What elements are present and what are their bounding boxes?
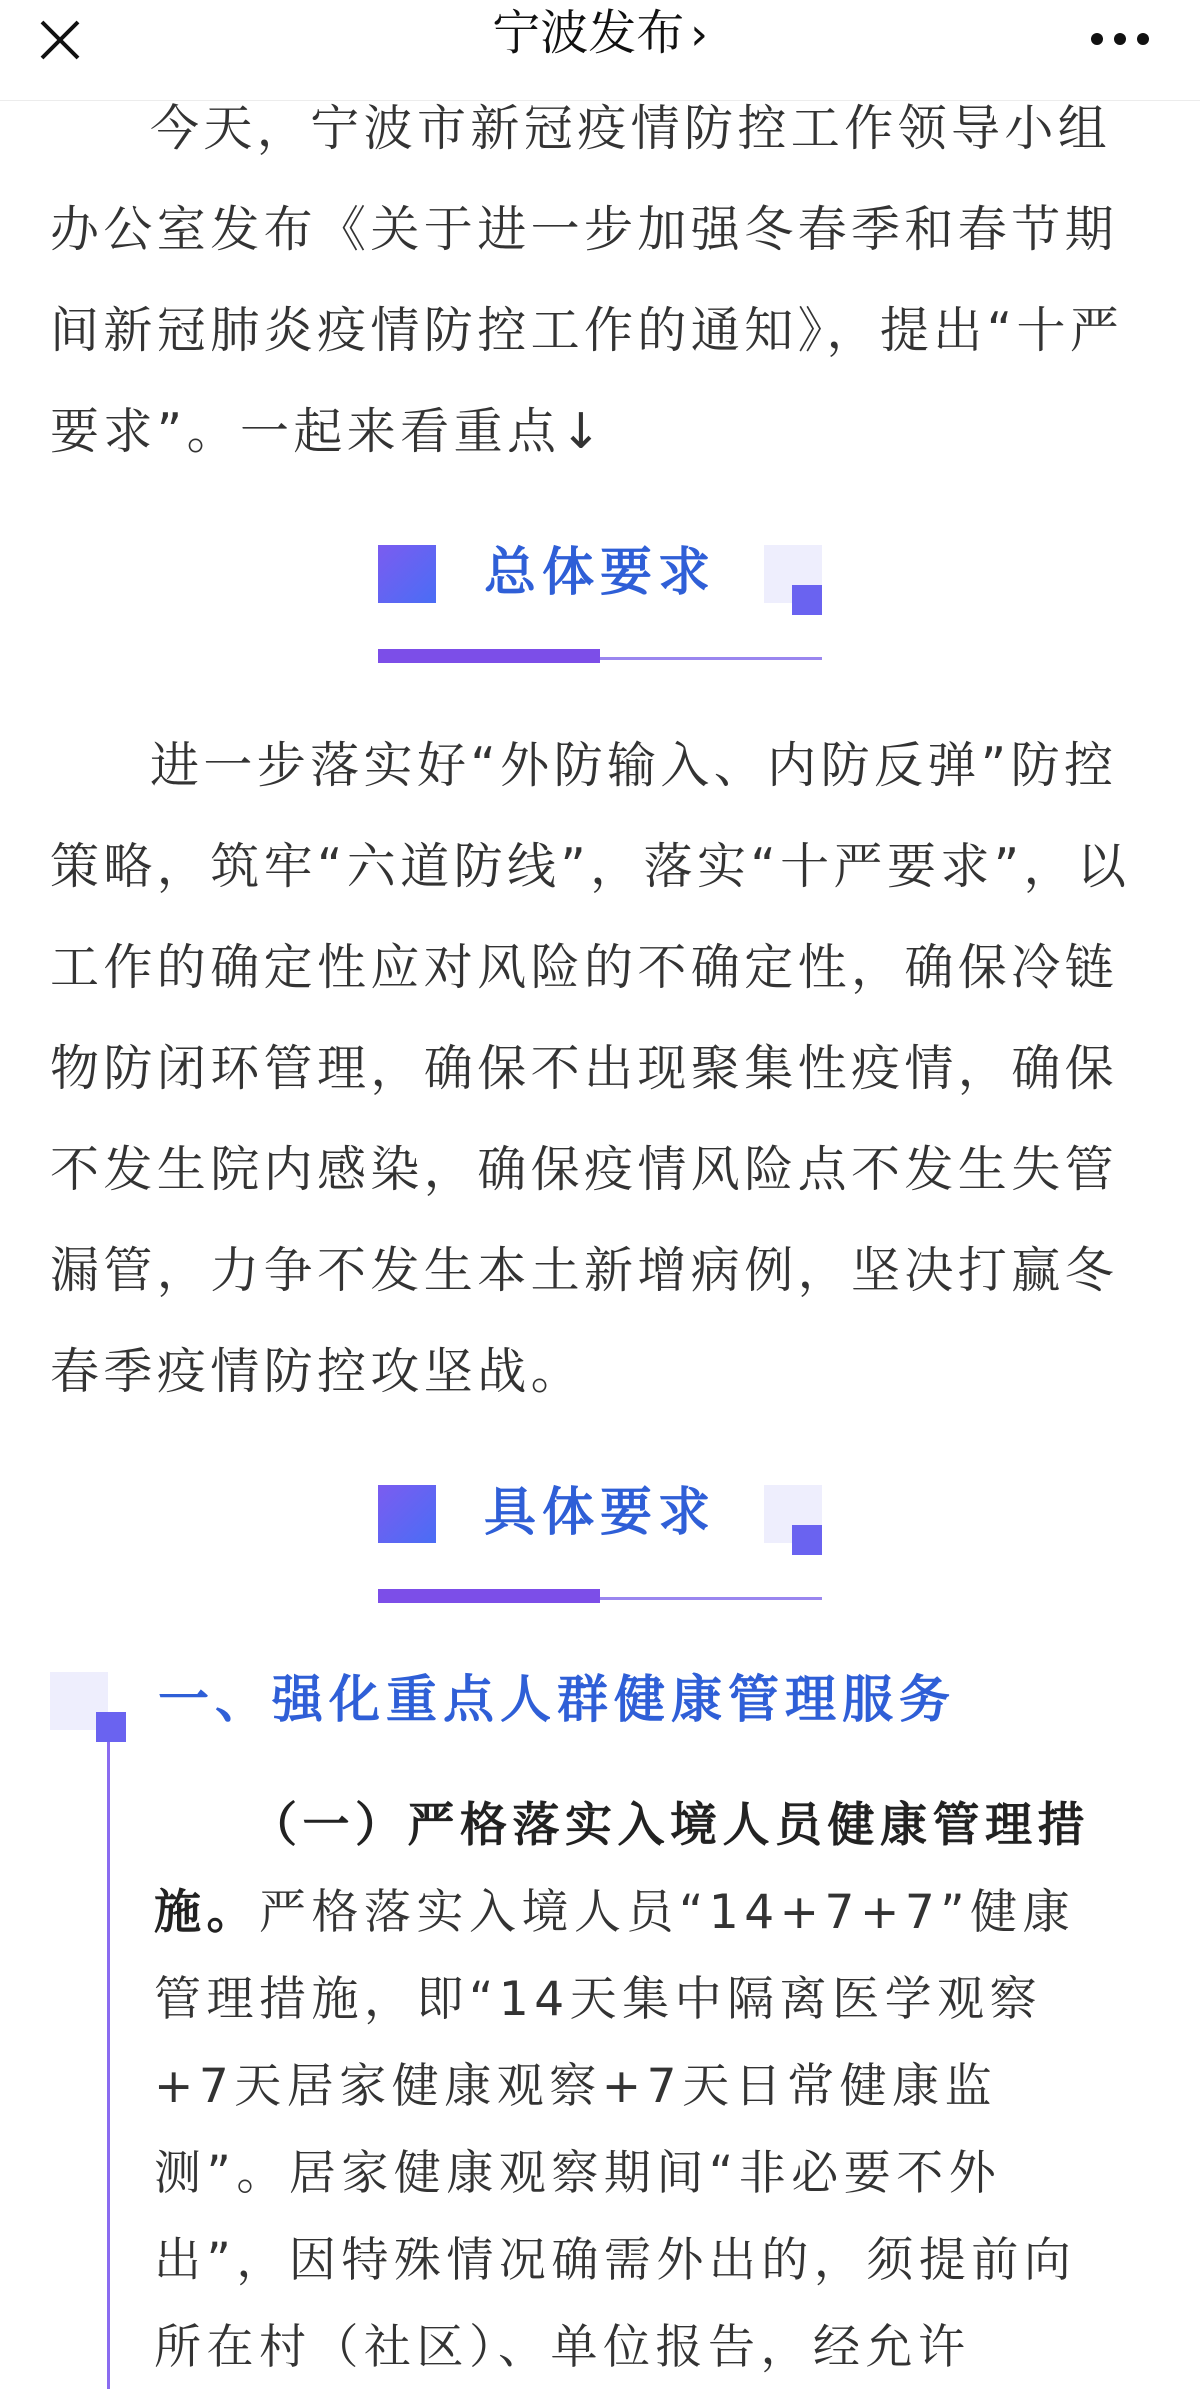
- more-icon[interactable]: [1080, 14, 1160, 64]
- section-title: 总体要求: [483, 543, 716, 603]
- subsection-title: 一、强化重点人群健康管理服务: [158, 1671, 957, 1730]
- section-heading-specific: [378, 1485, 822, 1605]
- underline-bar: [378, 649, 600, 663]
- item-heading: （一）严格落实入境人员健康管理措施。: [154, 1798, 1090, 1940]
- section-heading-overall: [378, 545, 822, 665]
- underline-line: [600, 1597, 822, 1600]
- overall-paragraph: 进一步落实好“外防输入、内防反弹”防控策略，筑牢“六道防线”，落实“十严要求”，以工作的确定性应对风险的不确定性，确保冷链物防闭环管理，确保不出现聚集性疫情，确保不发生院内感染，确保疫情风险点不发生失管漏管，力争不发生本土新增病例，坚决打赢冬春季疫情防控攻坚战。: [50, 737, 1131, 1400]
- section-title: 具体要求: [483, 1483, 716, 1543]
- subsection-body: [154, 1782, 1114, 2391]
- item-text: 严格落实入境人员“14+7+7”健康管理措施，即“14天集中隔离医学观察+7天居家健康观察+7天日常健康监测”。居家健康观察期间“非必要不外出”，因特殊情况确需外出的，须提前向所在村（社区）、单位报告，经允许: [154, 1885, 1077, 2375]
- account-title[interactable]: [0, 0, 1200, 70]
- account-name[interactable]: 宁波发布: [492, 5, 685, 61]
- underline-line: [600, 657, 822, 660]
- intro-paragraph: 今天，宁波市新冠疫情防控工作领导小组办公室发布《关于进一步加强冬春季和春节期间新冠肺炎疫情防控工作的通知》，提出“十严要求”。一起来看重点↓: [50, 100, 1124, 460]
- chevron-right-icon: ›: [690, 9, 708, 60]
- left-rail-line: [107, 1742, 110, 2389]
- decor-square-dot: [96, 1712, 126, 1742]
- underline-bar: [378, 1589, 600, 1603]
